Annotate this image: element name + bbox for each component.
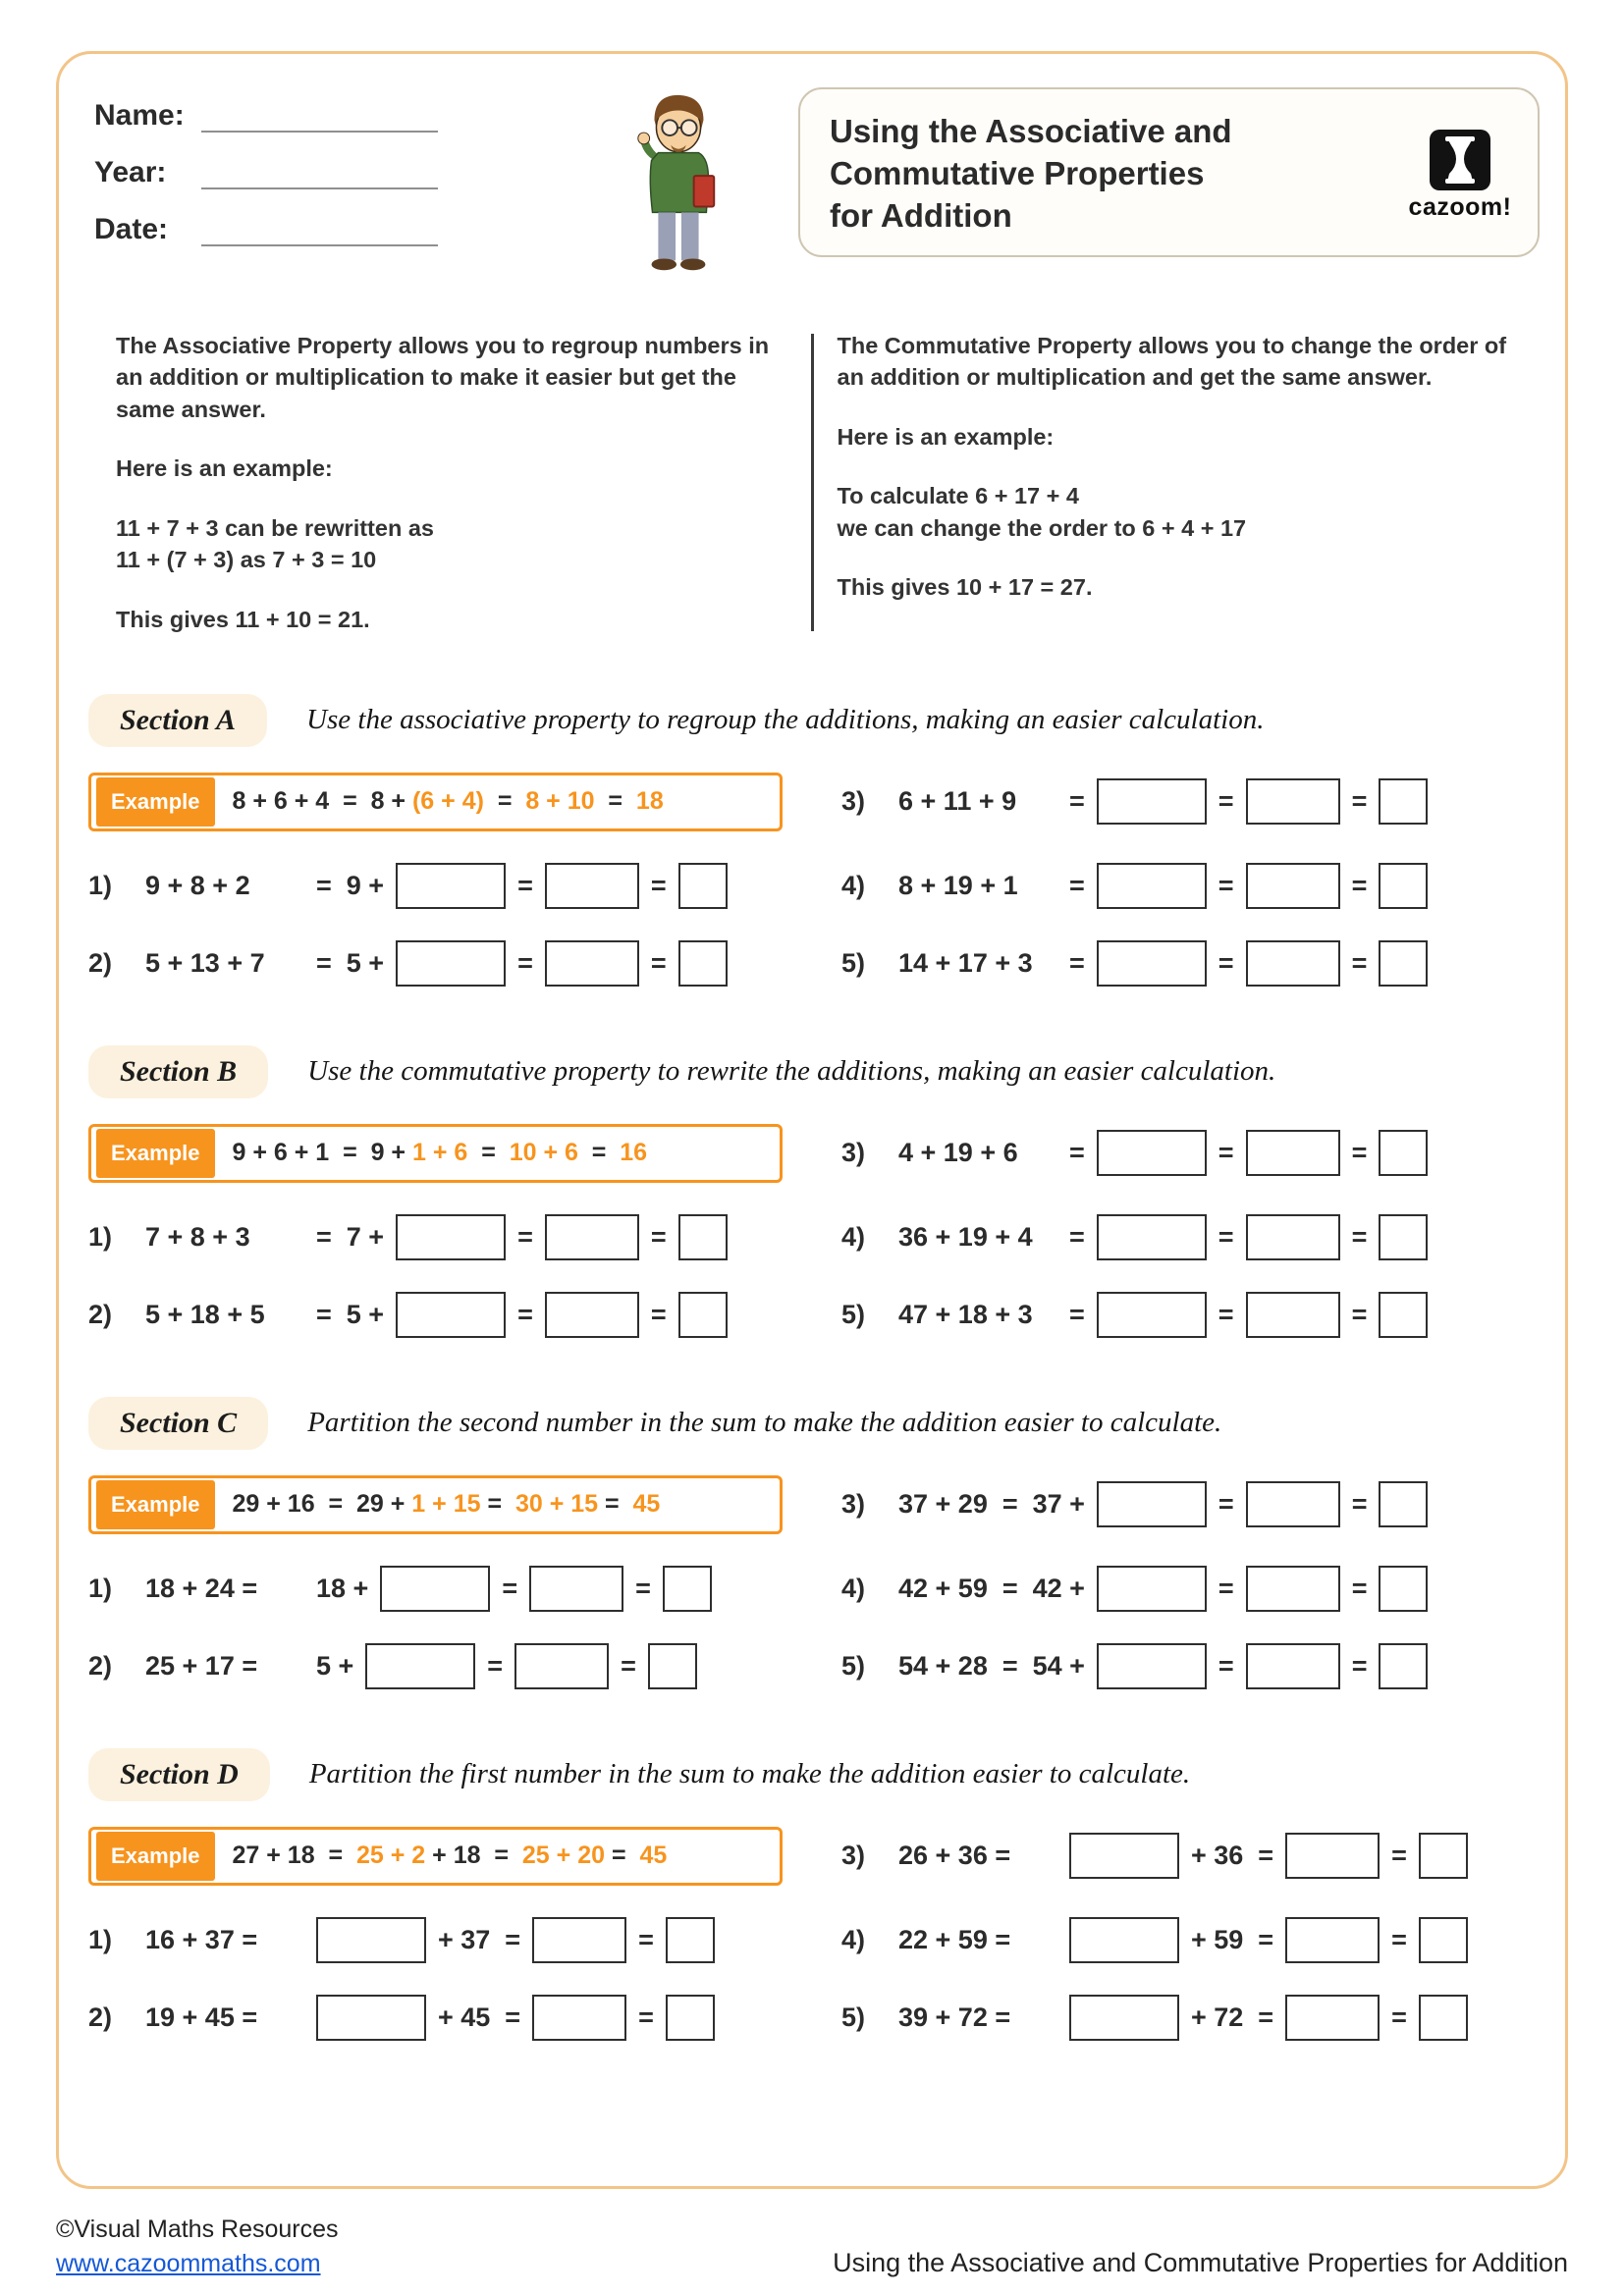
example-text: + 18 = — [425, 1842, 522, 1870]
example-highlight: 18 — [635, 787, 664, 816]
problem-text: + 59 = — [1191, 1924, 1274, 1954]
problem-text: 37 + 29 = 37 + — [898, 1489, 1085, 1520]
page-title-line: for Addition — [830, 196, 1012, 234]
answer-box[interactable] — [678, 1214, 728, 1260]
answer-box[interactable] — [1097, 1292, 1207, 1338]
answer-box[interactable] — [380, 1566, 490, 1612]
answer-box[interactable] — [1069, 1917, 1179, 1963]
answer-box[interactable] — [532, 1917, 626, 1963]
year-field-label: Year: — [94, 156, 167, 188]
cazoom-logo-icon — [1429, 129, 1491, 191]
problem — [841, 1566, 1536, 1612]
problem — [88, 1292, 783, 1338]
example-box — [88, 1124, 783, 1183]
section-grid — [88, 773, 1536, 987]
answer-box[interactable] — [1379, 1643, 1428, 1689]
page-title — [830, 111, 1408, 238]
answer-box[interactable] — [1246, 1566, 1340, 1612]
answer-box[interactable] — [1285, 1833, 1380, 1879]
problem — [841, 863, 1536, 909]
answer-box[interactable] — [1246, 778, 1340, 825]
answer-box[interactable] — [1246, 863, 1340, 909]
example-text: 29 + 16 = 29 + — [232, 1490, 412, 1519]
example-label: Example — [96, 1480, 215, 1529]
answer-box[interactable] — [1379, 1566, 1428, 1612]
problem — [88, 1566, 783, 1612]
section-header — [88, 694, 1536, 747]
problem-text: = — [1218, 1573, 1234, 1603]
example-highlight: 25 + 20 — [521, 1842, 605, 1870]
problem-text: 14 + 17 + 3 — [898, 947, 1033, 978]
example-highlight: 8 + 10 — [525, 787, 595, 816]
section-header — [88, 1045, 1536, 1098]
problem-text: 54 + 28 = 54 + — [898, 1650, 1085, 1681]
problem — [841, 1130, 1536, 1176]
problem-number: 3) — [841, 1138, 866, 1168]
problem-text: = — [638, 1924, 654, 1954]
answer-box[interactable] — [1246, 1643, 1340, 1689]
answer-box[interactable] — [365, 1643, 475, 1689]
answer-box[interactable] — [545, 1292, 639, 1338]
problem-number: 4) — [841, 1924, 866, 1954]
problem-number: 1) — [88, 1573, 113, 1603]
example-text: = — [598, 1490, 633, 1519]
example-box — [88, 1475, 783, 1534]
name-field — [94, 99, 438, 133]
problem-text: = — [1391, 1841, 1407, 1871]
problem-text: = — [1391, 1924, 1407, 1954]
problem-text: 4 + 19 + 6 — [898, 1138, 1018, 1168]
worksheet-page-frame — [56, 51, 1568, 2189]
problem-text: = 7 + — [316, 1221, 385, 1252]
footer-document-title: Using the Associative and Commutative Properties for Addition — [833, 2248, 1568, 2277]
problem-text: = — [1069, 947, 1085, 978]
problem-number: 3) — [841, 1489, 866, 1520]
answer-box[interactable] — [1419, 1917, 1468, 1963]
problem-text: = — [1218, 1489, 1234, 1520]
associative-example-line: 11 + 7 + 3 can be rewritten as — [116, 514, 434, 541]
answer-box[interactable] — [1246, 1481, 1340, 1527]
problem-text: = — [1069, 870, 1085, 900]
answer-box[interactable] — [545, 940, 639, 987]
problem-text: = — [1218, 1221, 1234, 1252]
problem — [88, 863, 783, 909]
answer-box[interactable] — [1097, 863, 1207, 909]
associative-description: The Associative Property allows you to regroup numbers in an addition or multiplication to make it easier but get the same answer. — [116, 333, 770, 422]
answer-box[interactable] — [678, 1292, 728, 1338]
example-highlight: 45 — [639, 1842, 668, 1870]
problem-number: 1) — [88, 1924, 113, 1954]
example-text: 9 + 6 + 1 = 9 + — [232, 1139, 412, 1167]
answer-box[interactable] — [316, 1917, 426, 1963]
problem — [88, 1917, 783, 1963]
commutative-example-label: Here is an example: — [837, 423, 1055, 450]
section-header — [88, 1397, 1536, 1450]
answer-box[interactable] — [532, 1995, 626, 2041]
problem-text: = — [650, 947, 667, 978]
problem — [841, 778, 1536, 825]
example-label: Example — [96, 1129, 215, 1178]
problem-text: 47 + 18 + 3 — [898, 1299, 1033, 1329]
year-field — [94, 156, 438, 189]
problem-text: 8 + 19 + 1 — [898, 870, 1018, 900]
answer-box[interactable] — [1419, 1995, 1468, 2041]
cazoom-logo — [1408, 129, 1512, 222]
answer-box[interactable] — [1246, 1214, 1340, 1260]
example-text: = — [605, 1842, 640, 1870]
problem-number: 2) — [88, 2002, 113, 2032]
answer-box[interactable] — [1419, 1833, 1468, 1879]
problem-text: 5 + 13 + 7 — [145, 947, 265, 978]
problem-number: 4) — [841, 1221, 866, 1252]
year-field-line[interactable] — [201, 156, 438, 189]
property-explanations — [84, 330, 1540, 635]
worksheet-header — [84, 87, 1540, 285]
problem-number: 2) — [88, 1650, 113, 1681]
problem-text: = — [1218, 1650, 1234, 1681]
commutative-example-line: we can change the order to 6 + 4 + 17 — [837, 514, 1247, 541]
problem-text: = — [1351, 1650, 1368, 1681]
example-highlight: 25 + 2 — [356, 1842, 426, 1870]
problem — [841, 1643, 1536, 1689]
worksheet-section — [84, 694, 1540, 987]
section-grid — [88, 1124, 1536, 1338]
answer-box[interactable] — [1379, 1292, 1428, 1338]
problem-text: = — [517, 947, 533, 978]
example-text: = — [577, 1139, 621, 1167]
problem-number: 3) — [841, 786, 866, 817]
example-text: = — [467, 1139, 510, 1167]
problem-number: 5) — [841, 2002, 866, 2032]
example-text: = — [594, 787, 636, 816]
commutative-result: This gives 10 + 17 = 27. — [837, 574, 1093, 601]
answer-box[interactable] — [1379, 1214, 1428, 1260]
problem — [841, 1214, 1536, 1260]
section-title: Section C — [88, 1397, 268, 1450]
problem-text: + 72 = — [1191, 2002, 1274, 2032]
problem-text: = — [517, 870, 533, 900]
answer-box[interactable] — [1246, 940, 1340, 987]
problem-text: = — [487, 1650, 504, 1681]
problem-text: 5 + 18 + 5 — [145, 1299, 265, 1329]
problem — [841, 1481, 1536, 1527]
example-highlight: 1 + 15 — [411, 1490, 481, 1519]
problem-text: = — [1218, 1138, 1234, 1168]
copyright-text: ©Visual Maths Resources — [56, 2216, 339, 2243]
answer-box[interactable] — [396, 1214, 506, 1260]
section-title: Section B — [88, 1045, 268, 1098]
page-title-line: Using the Associative and — [830, 113, 1232, 149]
example-text: = — [483, 787, 526, 816]
intro-divider — [811, 334, 814, 631]
section-instruction: Partition the second number in the sum to make the addition easier to calculate. — [307, 1407, 1222, 1439]
answer-box[interactable] — [1069, 1995, 1179, 2041]
problem-text: = — [1351, 947, 1368, 978]
problem-text: 25 + 17 = — [145, 1650, 258, 1681]
associative-explanation — [98, 330, 805, 635]
problem-text: = — [1069, 786, 1085, 817]
answer-box[interactable] — [1069, 1833, 1179, 1879]
problem — [88, 940, 783, 987]
example-text: = — [480, 1490, 515, 1519]
problem-text: 19 + 45 = — [145, 2002, 258, 2032]
problem — [841, 1995, 1536, 2041]
example-highlight: 30 + 15 — [514, 1490, 599, 1519]
answer-box[interactable] — [666, 1995, 715, 2041]
problem — [88, 1643, 783, 1689]
example-expression — [233, 1490, 661, 1519]
worksheet-section — [84, 1045, 1540, 1338]
associative-example-label: Here is an example: — [116, 455, 333, 482]
answer-box[interactable] — [1379, 778, 1428, 825]
problem-text: = — [1218, 870, 1234, 900]
example-highlight: 10 + 6 — [509, 1139, 578, 1167]
example-highlight: 16 — [620, 1139, 648, 1167]
example-expression — [233, 1139, 648, 1167]
section-instruction: Use the associative property to regroup the additions, making an easier calculation. — [306, 704, 1265, 736]
problem-text: = — [502, 1573, 518, 1603]
problem-number: 3) — [841, 1841, 866, 1871]
answer-box[interactable] — [678, 863, 728, 909]
answer-box[interactable] — [1379, 1481, 1428, 1527]
problem-text: + 37 = — [438, 1924, 521, 1954]
problem-text: = — [638, 2002, 654, 2032]
problem-number: 5) — [841, 1299, 866, 1329]
answer-box[interactable] — [396, 863, 506, 909]
teacher-cartoon-icon — [620, 87, 735, 280]
problem — [88, 1995, 783, 2041]
problem-text: = — [517, 1299, 533, 1329]
problem-text: 5 + — [316, 1650, 354, 1681]
associative-example-line: 11 + (7 + 3) as 7 + 3 = 10 — [116, 547, 377, 573]
problem-number: 5) — [841, 1650, 866, 1681]
example-highlight: 1 + 6 — [411, 1139, 468, 1167]
problem-text: = — [1351, 786, 1368, 817]
problem — [841, 1292, 1536, 1338]
problem-text: = — [1069, 1138, 1085, 1168]
answer-box[interactable] — [1246, 1292, 1340, 1338]
problem-text: = — [1351, 870, 1368, 900]
problem-text: 18 + — [316, 1573, 369, 1603]
problem-text: = — [1351, 1489, 1368, 1520]
problem-number: 2) — [88, 1299, 113, 1329]
answer-box[interactable] — [396, 940, 506, 987]
page-footer — [56, 2216, 1568, 2278]
section-title: Section A — [88, 694, 267, 747]
answer-box[interactable] — [678, 940, 728, 987]
problem-text: = — [1069, 1221, 1085, 1252]
date-field-line[interactable] — [201, 213, 438, 246]
name-field-label: Name: — [94, 99, 185, 132]
problem-number: 5) — [841, 947, 866, 978]
footer-left — [56, 2216, 339, 2278]
problem-text: 36 + 19 + 4 — [898, 1221, 1033, 1252]
problem-text: = — [1218, 947, 1234, 978]
problem-text: = — [650, 1299, 667, 1329]
answer-box[interactable] — [1097, 1130, 1207, 1176]
problem — [841, 940, 1536, 987]
example-box — [88, 773, 783, 831]
name-field-line[interactable] — [201, 99, 438, 133]
problem-text: 42 + 59 = 42 + — [898, 1573, 1085, 1603]
answer-box[interactable] — [1379, 1130, 1428, 1176]
answer-box[interactable] — [1379, 863, 1428, 909]
example-expression — [233, 787, 664, 816]
problem-text: = — [1351, 1299, 1368, 1329]
teacher-illustration — [620, 87, 735, 285]
answer-box[interactable] — [663, 1566, 712, 1612]
example-label: Example — [96, 777, 215, 827]
answer-box[interactable] — [529, 1566, 623, 1612]
answer-box[interactable] — [1097, 1566, 1207, 1612]
problem-text: = — [1351, 1573, 1368, 1603]
problem-text: = — [1218, 1299, 1234, 1329]
problem-text: = 9 + — [316, 870, 385, 900]
problem-text: 39 + 72 = — [898, 2002, 1011, 2032]
section-header — [88, 1748, 1536, 1801]
problem-text: = — [1351, 1221, 1368, 1252]
example-text: 27 + 18 = — [232, 1842, 356, 1870]
problem-text: + 45 = — [438, 2002, 521, 2032]
example-highlight: (6 + 4) — [411, 787, 484, 816]
problem-text: 18 + 24 = — [145, 1573, 258, 1603]
problem-text: 16 + 37 = — [145, 1924, 258, 1954]
problem-text: = — [621, 1650, 636, 1681]
problem-text: = — [650, 870, 667, 900]
problem-text: 9 + 8 + 2 — [145, 870, 250, 900]
problem-number: 4) — [841, 870, 866, 900]
answer-box[interactable] — [1379, 940, 1428, 987]
problem — [841, 1833, 1536, 1879]
section-instruction: Use the commutative property to rewrite the additions, making an easier calculation. — [307, 1055, 1276, 1088]
answer-box[interactable] — [1097, 940, 1207, 987]
answer-box[interactable] — [666, 1917, 715, 1963]
problem-text: + 36 = — [1191, 1841, 1274, 1871]
worksheet-section — [84, 1748, 1540, 2041]
problem-text: = — [1351, 1138, 1368, 1168]
answer-box[interactable] — [1097, 778, 1207, 825]
problem-number: 1) — [88, 870, 113, 900]
problem — [841, 1917, 1536, 1963]
problem-text: = — [1391, 2002, 1407, 2032]
problem-text: = — [635, 1573, 651, 1603]
answer-box[interactable] — [648, 1643, 697, 1689]
section-grid — [88, 1827, 1536, 2041]
date-field — [94, 213, 438, 246]
problem-text: 7 + 8 + 3 — [145, 1221, 250, 1252]
title-box — [798, 87, 1540, 257]
example-expression — [233, 1842, 668, 1870]
problem-text: = — [517, 1221, 533, 1252]
problem — [88, 1214, 783, 1260]
student-fields — [84, 87, 438, 270]
answer-box[interactable] — [1097, 1643, 1207, 1689]
answer-box[interactable] — [396, 1292, 506, 1338]
cazoom-link[interactable]: www.cazoommaths.com — [56, 2250, 321, 2277]
answer-box[interactable] — [514, 1643, 609, 1689]
example-box — [88, 1827, 783, 1886]
problem-number: 2) — [88, 947, 113, 978]
commutative-example-line: To calculate 6 + 17 + 4 — [837, 483, 1079, 509]
answer-box[interactable] — [1285, 1917, 1380, 1963]
example-highlight: 45 — [632, 1490, 661, 1519]
problem-text: 6 + 11 + 9 — [898, 786, 1017, 817]
problem-text: = 5 + — [316, 947, 385, 978]
answer-box[interactable] — [1246, 1130, 1340, 1176]
worksheet-section — [84, 1397, 1540, 1689]
answer-box[interactable] — [1097, 1214, 1207, 1260]
section-grid — [88, 1475, 1536, 1689]
commutative-explanation — [820, 330, 1527, 635]
page-title-line: Commutative Properties — [830, 154, 1205, 191]
section-instruction: Partition the first number in the sum to make the addition easier to calculate. — [308, 1758, 1191, 1790]
associative-result: This gives 11 + 10 = 21. — [116, 606, 370, 632]
section-title: Section D — [88, 1748, 270, 1801]
problem-text: = — [1069, 1299, 1085, 1329]
sections-container — [84, 694, 1540, 2041]
problem-number: 4) — [841, 1573, 866, 1603]
answer-box[interactable] — [316, 1995, 426, 2041]
example-text: 8 + 6 + 4 = 8 + — [232, 787, 412, 816]
answer-box[interactable] — [1097, 1481, 1207, 1527]
problem-text: = — [650, 1221, 667, 1252]
answer-box[interactable] — [545, 1214, 639, 1260]
example-label: Example — [96, 1832, 215, 1881]
cazoom-logo-text: cazoom! — [1408, 193, 1512, 221]
problem-number: 1) — [88, 1221, 113, 1252]
answer-box[interactable] — [545, 863, 639, 909]
date-field-label: Date: — [94, 213, 169, 245]
problem-text: 22 + 59 = — [898, 1924, 1011, 1954]
problem-text: = — [1218, 786, 1234, 817]
commutative-description: The Commutative Property allows you to change the order of an addition or multiplication and get the same answer. — [837, 333, 1507, 391]
answer-box[interactable] — [1285, 1995, 1380, 2041]
problem-text: = 5 + — [316, 1299, 385, 1329]
problem-text: 26 + 36 = — [898, 1841, 1011, 1871]
